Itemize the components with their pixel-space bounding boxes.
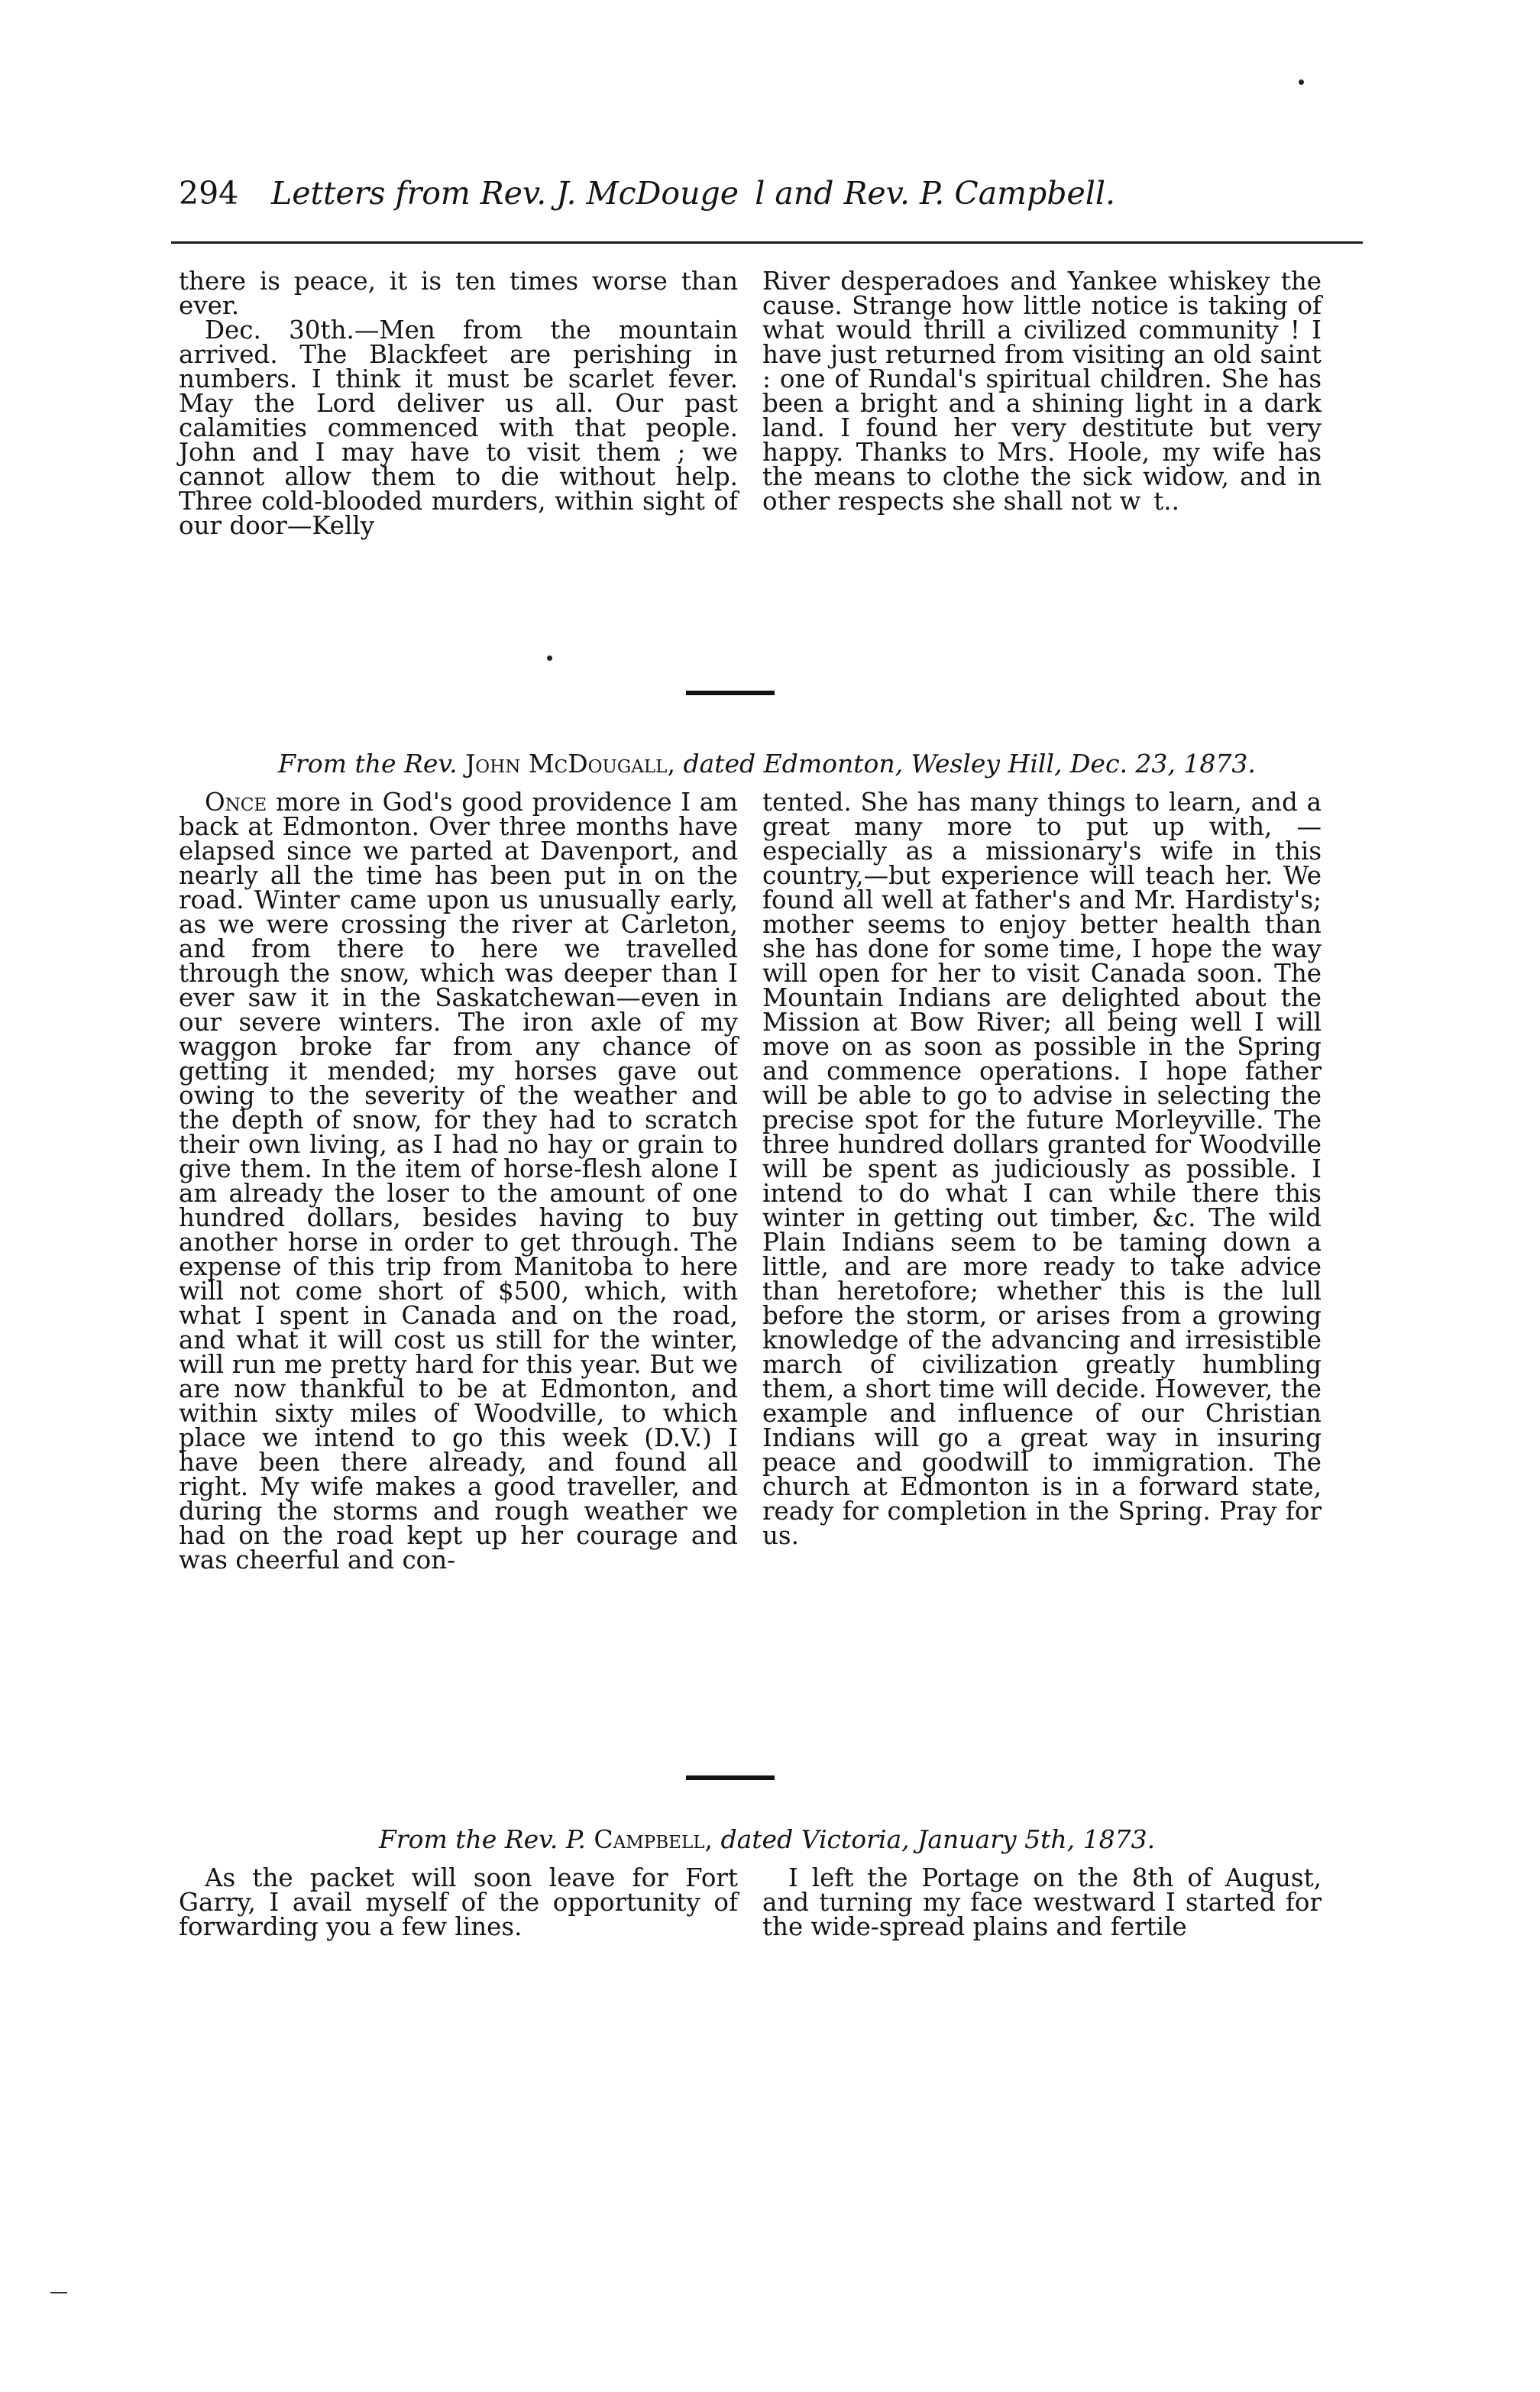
- paragraph: As the packet will soon leave for Fort Garry, I avail myself of the opportunity of forwarding you a few lines.: [179, 1863, 738, 1941]
- heading-author: John McDougall,: [465, 749, 675, 778]
- heading-author: Campbell,: [594, 1824, 713, 1854]
- paragraph: there is peace, it is ten times worse than ever.: [179, 267, 738, 320]
- paragraph: River desperadoes and Yankee whiskey the cause. Strange how little notice is taking of what would thrill a civilized community ! I have just returned from visiting an old saint : one of Rundal's spiritual children. She has been a bright and a shining light in a dark land. I found her very destitute but very happy. Thanks to Mrs. Hoole, my wife has the means to clothe the sick widow, and in other respects she shall not w t..: [762, 267, 1322, 516]
- section3-heading: [171, 1824, 1363, 1855]
- paragraph-text: more in God's good providence I am back at Edmonton. Over three months have elapsed since we parted at Davenport, and nearly all the time has been put in on the road. Winter came upon us unusually early, as we were crossing the river at Carleton, and from there to here we travelled through the snow, which was deeper than I ever saw it in the Saskatchewan—even in our severe winters. The iron axle of my waggon broke far from any chance of getting it mended; my horses gave out owing to the severity of the weather and the depth of snow, for they had to scratch their own living, as I had no hay or grain to give them. In the item of horse-flesh alone I am already the loser to the amount of one hundred dollars, besides having to buy another horse in order to get through. The expense of this trip from Manitoba to here will not come short of $500, which, with what I spent in Canada and on the road, and what it will cost us still for the winter, will run me pretty hard for this year. But we are now thankful to be at Edmonton, and within sixty miles of Woodville, to which place we intend to go this week (D.V.) I have been there already, and found all right. My wife makes a good traveller, and during the storms and rough weather we had on the road kept up her courage and was cheerful and con-: [179, 788, 738, 1575]
- page-header: [179, 174, 1370, 212]
- section-divider: [686, 691, 775, 695]
- heading-prefix: From the Rev. P.: [378, 1824, 586, 1854]
- heading-dateline: dated Edmonton, Wesley Hill, Dec. 23, 1873.: [683, 749, 1256, 778]
- section2-left-column: [179, 788, 738, 1575]
- page-number: 294: [179, 175, 239, 212]
- paragraph: [179, 788, 738, 1575]
- section1-left-column: [179, 269, 738, 538]
- running-title: Letters from Rev. J. McDouge l and Rev. P. Campbell.: [271, 175, 1116, 212]
- section3-left-column: [179, 1863, 738, 1941]
- scan-mark: [50, 2292, 67, 2293]
- paragraph: tented. She has many things to learn, and a great many more to put up with, —especially as a missionary's wife in this country,—but experience will teach her. We found all well at father's and Mr. Hardisty's; mother seems to enjoy better health than she has done for some time, I hope the way will open for her to visit Canada soon. The Mountain Indians are delighted about the Mission at Bow River; all being well I will move on as soon as possible in the Spring and commence operations. I hope father will be able to go to advise in selecting the precise spot for the future Morleyville. The three hundred dollars granted for Woodville will be spent as judiciously as possible. I intend to do what I can while there this winter in getting out timber, &c. The wild Plain Indians seem to be taming down a little, and are more ready to take advice than heretofore; whether this is the lull before the storm, or arises from a growing knowledge of the advancing and irresistible march of civilization greatly humbling them, a short time will decide. However, the example and influence of our Christian Indians will go a great way in insuring peace and goodwill to immigration. The church at Edmonton is in a forward state, ready for completion in the Spring. Pray for us.: [762, 788, 1322, 1550]
- section3-right-column: [762, 1863, 1322, 1941]
- paragraph: Dec. 30th.—Men from the mountain arrived. The Blackfeet are perishing in numbers. I think it must be scarlet fever. May the Lord deliver us all. Our past calamities commenced with that people. John and I may have to visit them ; we cannot allow them to die without help. Three cold-blooded murders, within sight of our door—Kelly: [179, 316, 738, 540]
- section2-right-column: [762, 790, 1322, 1548]
- opening-word: Once: [205, 788, 267, 817]
- printed-speck: [547, 655, 552, 661]
- section2-heading: [171, 749, 1363, 779]
- heading-prefix: From the Rev.: [278, 749, 458, 778]
- paragraph: I left the Portage on the 8th of August, and turning my face westward I started for the wide-spread plains and fertile: [762, 1863, 1322, 1941]
- heading-dateline: dated Victoria, January 5th, 1873.: [720, 1824, 1156, 1854]
- printed-speck: [1299, 79, 1304, 85]
- header-rule: [171, 241, 1363, 244]
- section1-right-column: [762, 267, 1322, 516]
- section-divider: [686, 1775, 775, 1780]
